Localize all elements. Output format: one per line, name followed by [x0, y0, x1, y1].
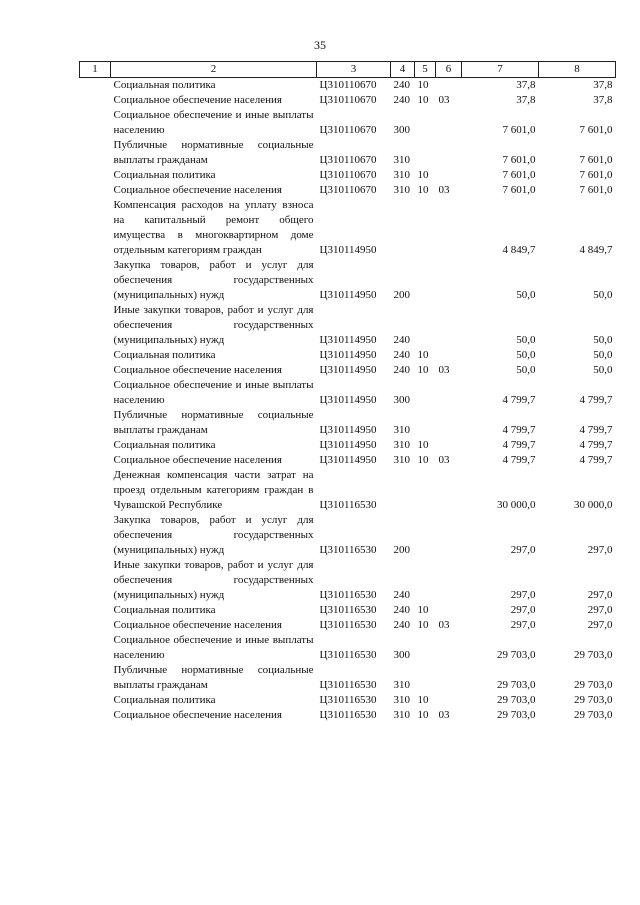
section [415, 408, 436, 438]
table-row [80, 438, 616, 453]
target-code: Ц310114950 [319, 289, 377, 301]
expense-type: 310 [393, 709, 410, 721]
section [415, 513, 436, 558]
table-row [80, 93, 616, 108]
subsection [436, 438, 462, 453]
subsection [436, 513, 462, 558]
table-row [80, 348, 616, 363]
row-name: Социальная политика [113, 79, 216, 91]
section: 10 [417, 439, 429, 451]
expense-type: 310 [393, 184, 410, 196]
amount-col7: 37,8 [516, 79, 536, 91]
amount-col7: 4 799,7 [502, 424, 536, 436]
table-row [80, 468, 616, 513]
row-name: Социальная политика [113, 439, 216, 451]
table-row [80, 198, 616, 258]
subsection: 03 [438, 184, 450, 196]
empty-cell [80, 303, 111, 348]
col-header: 3 [317, 62, 391, 78]
section [415, 138, 436, 168]
section [415, 258, 436, 303]
amount-col8: 29 703,0 [574, 694, 613, 706]
empty-cell [80, 438, 111, 453]
table-row [80, 663, 616, 693]
amount-col7: 29 703,0 [497, 679, 536, 691]
section: 10 [417, 94, 429, 106]
expense-type: 240 [393, 349, 410, 361]
row-name: Иные закупки товаров, работ и услуг для обеспечения государственных (муниципальных) нужд [113, 559, 314, 601]
amount-col7: 7 601,0 [502, 169, 536, 181]
row-name: Социальное обеспечение и иные выплаты населению [113, 634, 314, 661]
row-name: Денежная компенсация части затрат на проезд отдельным категориям граждан в Чувашской Республике [113, 469, 314, 511]
subsection [436, 138, 462, 168]
empty-cell [80, 708, 111, 723]
amount-col8: 30 000,0 [574, 499, 613, 511]
table-row [80, 708, 616, 723]
amount-col7: 297,0 [510, 619, 536, 631]
subsection [436, 348, 462, 363]
amount-col8: 4 849,7 [579, 244, 613, 256]
target-code: Ц310114950 [319, 424, 377, 436]
amount-col7: 37,8 [516, 94, 536, 106]
amount-col7: 4 799,7 [502, 439, 536, 451]
amount-col8: 7 601,0 [579, 124, 613, 136]
row-name: Социальное обеспечение и иные выплаты населению [113, 109, 314, 136]
expense-type: 310 [393, 454, 410, 466]
subsection [436, 78, 462, 94]
amount-col7: 297,0 [510, 604, 536, 616]
table-row [80, 138, 616, 168]
subsection [436, 663, 462, 693]
empty-cell [80, 363, 111, 378]
table-row [80, 183, 616, 198]
amount-col7: 297,0 [510, 589, 536, 601]
section: 10 [417, 694, 429, 706]
row-name: Социальная политика [113, 349, 216, 361]
subsection: 03 [438, 454, 450, 466]
subsection [436, 108, 462, 138]
expense-type: 300 [393, 649, 410, 661]
row-name: Социальное обеспечение и иные выплаты населению [113, 379, 314, 406]
expense-type: 310 [393, 679, 410, 691]
empty-cell [80, 468, 111, 513]
target-code: Ц310116530 [319, 694, 377, 706]
row-name: Публичные нормативные социальные выплаты гражданам [113, 409, 314, 436]
target-code: Ц310114950 [319, 439, 377, 451]
col-header: 4 [391, 62, 415, 78]
amount-col8: 297,0 [587, 544, 613, 556]
target-code: Ц310116530 [319, 649, 377, 661]
row-name: Социальное обеспечение населения [113, 619, 282, 631]
row-name: Социальная политика [113, 604, 216, 616]
empty-cell [80, 378, 111, 408]
target-code: Ц310114950 [319, 244, 377, 256]
target-code: Ц310116530 [319, 544, 377, 556]
subsection [436, 633, 462, 663]
empty-cell [80, 603, 111, 618]
col-header: 7 [462, 62, 539, 78]
empty-cell [80, 138, 111, 168]
subsection [436, 303, 462, 348]
expense-type: 240 [393, 619, 410, 631]
target-code: Ц310116530 [319, 604, 377, 616]
table-row [80, 363, 616, 378]
section: 10 [417, 709, 429, 721]
target-code: Ц310110670 [319, 94, 377, 106]
empty-cell [80, 513, 111, 558]
empty-cell [80, 78, 111, 94]
row-name: Закупка товаров, работ и услуг для обеспечения государственных (муниципальных) нужд [113, 259, 314, 301]
amount-col8: 4 799,7 [579, 454, 613, 466]
table-row [80, 108, 616, 138]
amount-col8: 7 601,0 [579, 184, 613, 196]
amount-col7: 7 601,0 [502, 184, 536, 196]
subsection: 03 [438, 94, 450, 106]
empty-cell [80, 348, 111, 363]
row-name: Закупка товаров, работ и услуг для обеспечения государственных (муниципальных) нужд [113, 514, 314, 556]
table-row [80, 633, 616, 663]
amount-col8: 50,0 [593, 334, 613, 346]
section: 10 [417, 169, 429, 181]
amount-col7: 50,0 [516, 289, 536, 301]
table-row [80, 618, 616, 633]
amount-col8: 297,0 [587, 619, 613, 631]
target-code: Ц310114950 [319, 334, 377, 346]
target-code: Ц310116530 [319, 679, 377, 691]
expense-type: 310 [393, 424, 410, 436]
expense-type: 310 [393, 439, 410, 451]
expense-type: 200 [393, 544, 410, 556]
expense-type: 310 [393, 169, 410, 181]
row-name: Социальное обеспечение населения [113, 184, 282, 196]
table-row [80, 453, 616, 468]
row-name: Социальное обеспечение населения [113, 454, 282, 466]
row-name: Компенсация расходов на уплату взноса на капитальный ремонт общего имущества в многоквартирном доме отдельным категориям граждан [113, 199, 314, 256]
section: 10 [417, 79, 429, 91]
amount-col7: 50,0 [516, 364, 536, 376]
expense-type: 240 [393, 589, 410, 601]
table-row [80, 258, 616, 303]
col-header: 8 [539, 62, 616, 78]
amount-col8: 7 601,0 [579, 169, 613, 181]
subsection [436, 378, 462, 408]
amount-col7: 29 703,0 [497, 709, 536, 721]
section: 10 [417, 454, 429, 466]
amount-col8: 29 703,0 [574, 649, 613, 661]
amount-col8: 37,8 [593, 94, 613, 106]
col-header: 2 [111, 62, 317, 78]
header-row [80, 62, 616, 78]
empty-cell [80, 198, 111, 258]
subsection [436, 168, 462, 183]
amount-col8: 7 601,0 [579, 154, 613, 166]
amount-col7: 30 000,0 [497, 499, 536, 511]
expense-type: 300 [393, 394, 410, 406]
section: 10 [417, 619, 429, 631]
col-header: 6 [436, 62, 462, 78]
subsection [436, 258, 462, 303]
target-code: Ц310116530 [319, 589, 377, 601]
amount-col8: 29 703,0 [574, 709, 613, 721]
row-name: Социальное обеспечение населения [113, 94, 282, 106]
amount-col7: 50,0 [516, 334, 536, 346]
empty-cell [80, 618, 111, 633]
amount-col7: 4 799,7 [502, 394, 536, 406]
section: 10 [417, 604, 429, 616]
target-code: Ц310110670 [319, 124, 377, 136]
amount-col8: 4 799,7 [579, 394, 613, 406]
expense-type: 240 [393, 94, 410, 106]
target-code: Ц310116530 [319, 499, 377, 511]
section: 10 [417, 364, 429, 376]
subsection: 03 [438, 364, 450, 376]
empty-cell [80, 258, 111, 303]
empty-cell [80, 633, 111, 663]
table-row [80, 603, 616, 618]
amount-col7: 7 601,0 [502, 154, 536, 166]
table-row [80, 408, 616, 438]
expense-type: 240 [393, 364, 410, 376]
subsection [436, 408, 462, 438]
col-header: 1 [80, 62, 111, 78]
row-name: Социальное обеспечение населения [113, 709, 282, 721]
subsection [436, 198, 462, 258]
subsection: 03 [438, 619, 450, 631]
target-code: Ц310114950 [319, 394, 377, 406]
target-code: Ц310116530 [319, 619, 377, 631]
subsection: 03 [438, 709, 450, 721]
amount-col8: 297,0 [587, 589, 613, 601]
empty-cell [80, 663, 111, 693]
page-number: 35 [314, 38, 326, 52]
amount-col7: 50,0 [516, 349, 536, 361]
amount-col8: 50,0 [593, 364, 613, 376]
empty-cell [80, 558, 111, 603]
amount-col7: 4 849,7 [502, 244, 536, 256]
table-row [80, 558, 616, 603]
empty-cell [80, 693, 111, 708]
target-code: Ц310116530 [319, 709, 377, 721]
row-name: Публичные нормативные социальные выплаты гражданам [113, 139, 314, 166]
amount-col7: 4 799,7 [502, 454, 536, 466]
expense-type: 240 [393, 604, 410, 616]
expense-type: 310 [393, 694, 410, 706]
section [415, 558, 436, 603]
empty-cell [80, 408, 111, 438]
row-name: Социальное обеспечение населения [113, 364, 282, 376]
expense-type: 300 [393, 124, 410, 136]
amount-col8: 50,0 [593, 289, 613, 301]
empty-cell [80, 93, 111, 108]
row-name: Иные закупки товаров, работ и услуг для обеспечения государственных (муниципальных) нужд [113, 304, 314, 346]
section [415, 468, 436, 513]
section [415, 108, 436, 138]
row-name: Социальная политика [113, 169, 216, 181]
target-code: Ц310114950 [319, 454, 377, 466]
table-row [80, 303, 616, 348]
expense-type: 200 [393, 289, 410, 301]
table-row [80, 693, 616, 708]
table-row [80, 378, 616, 408]
target-code: Ц310110670 [319, 169, 377, 181]
budget-table [79, 61, 616, 723]
target-code: Ц310114950 [319, 364, 377, 376]
section [415, 633, 436, 663]
expense-type [391, 198, 415, 258]
section [415, 378, 436, 408]
amount-col8: 29 703,0 [574, 679, 613, 691]
amount-col7: 29 703,0 [497, 649, 536, 661]
amount-col8: 50,0 [593, 349, 613, 361]
amount-col8: 297,0 [587, 604, 613, 616]
section [415, 198, 436, 258]
empty-cell [80, 183, 111, 198]
expense-type: 240 [393, 79, 410, 91]
amount-col7: 29 703,0 [497, 694, 536, 706]
empty-cell [80, 108, 111, 138]
target-code: Ц310114950 [319, 349, 377, 361]
target-code: Ц310110670 [319, 79, 377, 91]
amount-col7: 297,0 [510, 544, 536, 556]
subsection [436, 603, 462, 618]
row-name: Публичные нормативные социальные выплаты гражданам [113, 664, 314, 691]
col-header: 5 [415, 62, 436, 78]
target-code: Ц310110670 [319, 154, 377, 166]
subsection [436, 558, 462, 603]
subsection [436, 468, 462, 513]
expense-type: 240 [393, 334, 410, 346]
table-row [80, 168, 616, 183]
empty-cell [80, 168, 111, 183]
section: 10 [417, 184, 429, 196]
section [415, 663, 436, 693]
section [415, 303, 436, 348]
empty-cell [80, 453, 111, 468]
amount-col8: 4 799,7 [579, 439, 613, 451]
expense-type [391, 468, 415, 513]
target-code: Ц310110670 [319, 184, 377, 196]
subsection [436, 693, 462, 708]
section: 10 [417, 349, 429, 361]
amount-col7: 7 601,0 [502, 124, 536, 136]
table-row [80, 78, 616, 94]
table-row [80, 513, 616, 558]
expense-type: 310 [393, 154, 410, 166]
row-name: Социальная политика [113, 694, 216, 706]
amount-col8: 4 799,7 [579, 424, 613, 436]
amount-col8: 37,8 [593, 79, 613, 91]
